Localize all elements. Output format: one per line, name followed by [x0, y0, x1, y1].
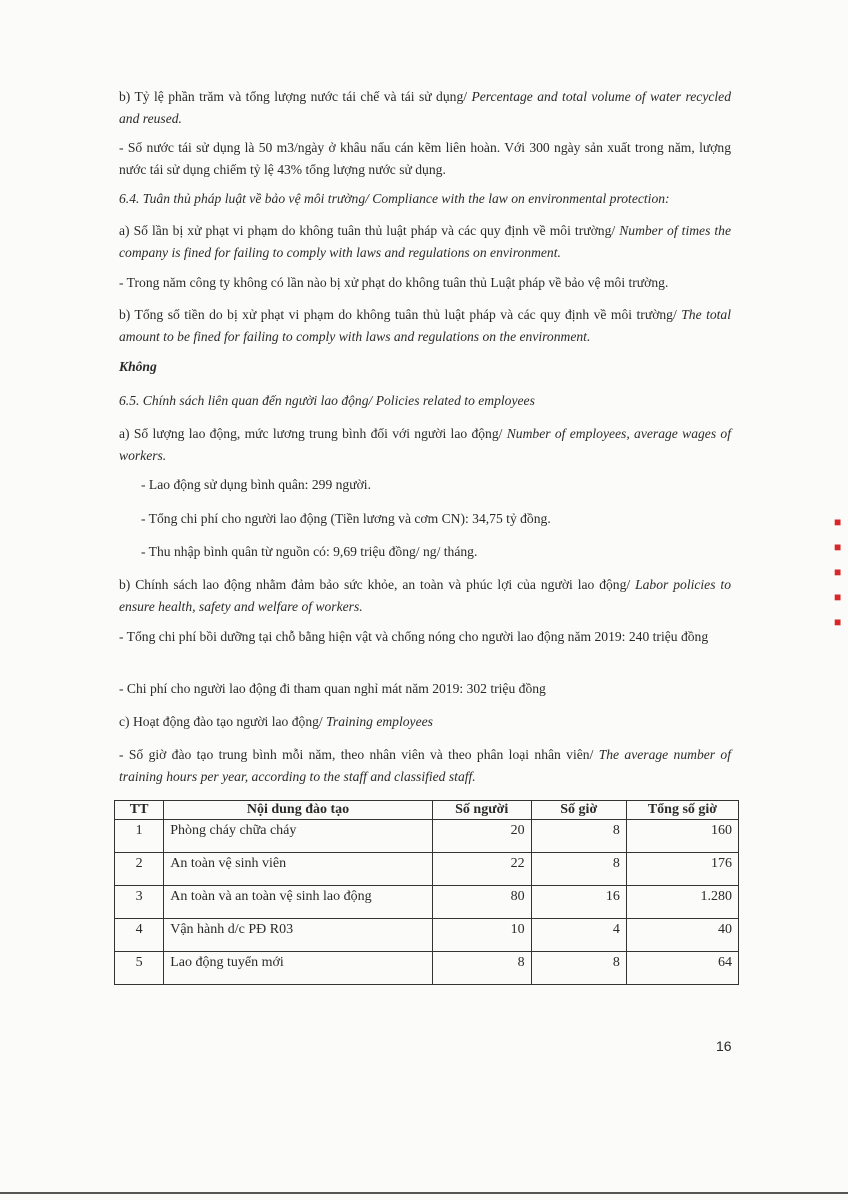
- cell-hours: 8: [531, 820, 626, 853]
- cell-content: An toàn vệ sinh viên: [164, 853, 433, 886]
- paragraph-vacation-cost: - Chi phí cho người lao động đi tham quan nghỉ mát năm 2019: 302 triệu đồng: [119, 681, 546, 696]
- paragraph-total-labor-cost: - Tổng chi phí cho người lao động (Tiền lương và cơm CN): 34,75 tỷ đồng.: [141, 511, 551, 526]
- page-number: 16: [716, 1038, 732, 1054]
- paragraph-fines-amount-heading: b) Tổng số tiền do bị xử phạt vi phạm do không tuân thủ luật pháp và các quy định về môi trường/ The total amount to be fined for failing to comply with laws and regulations on the environment.: [119, 307, 731, 344]
- table-row: [115, 952, 739, 985]
- cell-tt: 1: [115, 820, 164, 853]
- cell-hours: 8: [531, 952, 626, 985]
- cell-people: 8: [432, 952, 531, 985]
- paragraph-fines-amount-answer: Không: [119, 359, 157, 374]
- section-6-5-heading: 6.5. Chính sách liên quan đến người lao động/ Policies related to employees: [119, 393, 535, 408]
- header-tt: TT: [115, 801, 164, 820]
- paragraph-training-heading: c) Hoạt động đào tạo người lao động/ Training employees: [119, 714, 433, 729]
- table-header-row: [115, 801, 739, 820]
- cell-tt: 4: [115, 919, 164, 952]
- cell-people: 10: [432, 919, 531, 952]
- header-people: Số người: [432, 801, 531, 820]
- cell-content: Lao động tuyển mới: [164, 952, 433, 985]
- cell-people: 22: [432, 853, 531, 886]
- paragraph-training-hours: - Số giờ đào tạo trung bình mỗi năm, theo nhân viên và theo phân loại nhân viên/ The average number of training hours per year, according to the staff and classified staff.: [119, 747, 731, 784]
- paragraph-employees-heading: a) Số lượng lao động, mức lương trung bình đối với người lao động/ Number of employees, average wages of workers.: [119, 426, 731, 463]
- cell-total-hours: 40: [626, 919, 738, 952]
- cell-total-hours: 176: [626, 853, 738, 886]
- paragraph-fines-count-heading: a) Số lần bị xử phạt vi phạm do không tuân thủ luật pháp và các quy định về môi trường/ Number of times the company is fined for failing to comply with laws and regulations on environment.: [119, 223, 732, 260]
- cell-hours: 4: [531, 919, 626, 952]
- training-table: [114, 800, 739, 985]
- paragraph-fines-count-detail: - Trong năm công ty không có lần nào bị xử phạt do không tuân thủ Luật pháp về bảo vệ môi trường.: [119, 275, 669, 290]
- red-stamp-fragment: ■ ■ ■ ■ ■: [834, 515, 842, 629]
- cell-content: An toàn và an toàn vệ sinh lao động: [164, 886, 433, 919]
- cell-tt: 5: [115, 952, 164, 985]
- cell-tt: 2: [115, 853, 164, 886]
- table-row: [115, 919, 739, 952]
- cell-total-hours: 64: [626, 952, 738, 985]
- section-6-4-heading: 6.4. Tuân thủ pháp luật về bảo vệ môi trường/ Compliance with the law on environmental protection:: [119, 191, 670, 206]
- cell-total-hours: 160: [626, 820, 738, 853]
- paragraph-onsite-allowance: - Tổng chi phí bồi dưỡng tại chỗ bằng hiện vật và chống nóng cho người lao động năm 2019: 240 triệu đồng: [119, 629, 709, 644]
- scan-bottom-edge: [0, 1192, 848, 1194]
- header-content: Nội dung đào tạo: [164, 801, 433, 820]
- cell-content: Vận hành d/c PĐ R03: [164, 919, 433, 952]
- cell-total-hours: 1.280: [626, 886, 738, 919]
- paragraph-recycled-water-detail: - Số nước tái sử dụng là 50 m3/ngày ở khâu nấu cán kẽm liên hoàn. Với 300 ngày sản xuất trong năm, lượng nước tái sử dụng chiếm tỷ lệ 43% tổng lượng nước sử dụng.: [119, 140, 731, 177]
- cell-people: 80: [432, 886, 531, 919]
- table-row: [115, 886, 739, 919]
- cell-hours: 8: [531, 853, 626, 886]
- paragraph-avg-labor: - Lao động sử dụng bình quân: 299 người.: [141, 477, 371, 492]
- header-total-hours: Tổng số giờ: [626, 801, 738, 820]
- table-row: [115, 820, 739, 853]
- table-row: [115, 853, 739, 886]
- cell-tt: 3: [115, 886, 164, 919]
- cell-people: 20: [432, 820, 531, 853]
- header-hours: Số giờ: [531, 801, 626, 820]
- cell-content: Phòng cháy chữa cháy: [164, 820, 433, 853]
- cell-hours: 16: [531, 886, 626, 919]
- paragraph-labor-policies-heading: b) Chính sách lao động nhằm đảm bảo sức khỏe, an toàn và phúc lợi của người lao động/ Labor policies to ensure health, safety and welfare of workers.: [119, 577, 731, 614]
- paragraph-avg-income: - Thu nhập bình quân từ nguồn có: 9,69 triệu đồng/ ng/ tháng.: [141, 544, 478, 559]
- paragraph-recycled-water-heading: b) Tỷ lệ phần trăm và tổng lượng nước tái chế và tái sử dụng/ Percentage and total volume of water recycled and reused.: [119, 89, 731, 126]
